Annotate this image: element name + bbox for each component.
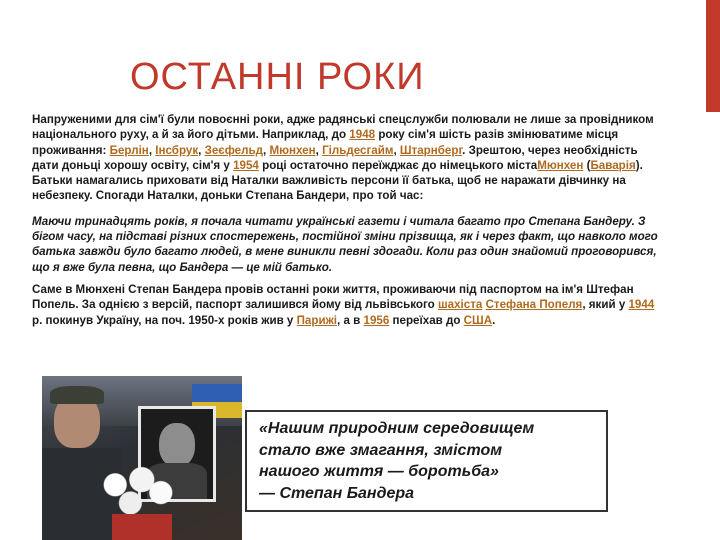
link-paris[interactable]: Парижі	[296, 313, 338, 327]
paragraph-text: Саме в Мюнхені Степан Бандера провів останні роки життя, проживаючи під паспортом на ім'я Штефан Попель. За однією з версій, паспорт залишився йому від львівського	[32, 282, 634, 312]
paragraph-text: році остаточно переїжджає до німецького міста	[258, 158, 538, 172]
quote-line: нашого життя — боротьба»	[259, 463, 499, 480]
separator: ,	[262, 143, 270, 157]
paragraph-text: ). Батьки намагались приховати від Наталки важливість персони її батька, щоб не наражати дівчинку на небезпеку. Спогади Наталки, доньки Степана Бандери, про той час:	[32, 158, 643, 203]
separator: ,	[393, 143, 400, 157]
paragraph-text: переїхав до	[389, 313, 464, 327]
slide-content	[32, 112, 662, 328]
paragraph-postwar-years	[32, 112, 662, 204]
photo-man-cap	[50, 386, 104, 404]
link-year-1954[interactable]: 1954	[233, 158, 259, 172]
photo-white-flowers	[100, 464, 176, 516]
flag-blue-stripe	[192, 384, 242, 402]
paragraph-text: Напруженими для сім'ї були повоєнні роки, адже радянські спецслужби полювали не лише за провідником національного руху, а й за його дітьми. Наприклад, до	[32, 113, 654, 142]
link-bavaria[interactable]: Баварія	[590, 158, 636, 172]
paragraph-text: , який у	[582, 298, 629, 312]
portrait-face	[159, 423, 195, 467]
separator: ,	[315, 143, 323, 157]
link-starnberg[interactable]: Штарнберг	[399, 143, 463, 157]
link-usa[interactable]: США	[463, 313, 493, 327]
separator: ,	[198, 143, 205, 157]
photo-ribbon	[112, 514, 172, 540]
link-chess-player[interactable]: шахіста	[437, 298, 483, 312]
memoir-quote-natalka: Маючи тринадцять років, я почала читати українські газети і читала багато про Степана Бандеру. З бігом часу, на підставі різних спостережень, постійної зміни прізвища, як і через факт, що навколо мого батька завжди було багато людей, в мене виникли певні здогади. Коли раз один знайомий проговорився, що я вже була певна, що Бандера — це мій батько.	[32, 214, 658, 274]
quote-attribution: — Степан Бандера	[259, 484, 415, 502]
link-year-1944[interactable]: 1944	[628, 298, 655, 312]
link-munich[interactable]: Мюнхен	[269, 143, 316, 157]
link-hildesheim[interactable]: Гільдесгайм	[322, 143, 394, 157]
quote-line: «Нашим природним середовищем	[259, 420, 535, 437]
separator: ,	[148, 143, 156, 157]
paragraph-text: року сім'я шість разів змінюватиме місця проживання:	[32, 128, 619, 157]
rally-photo	[42, 376, 242, 540]
link-berlin[interactable]: Берлін	[109, 143, 149, 157]
link-stefan-popel[interactable]: Стефана Попеля	[485, 298, 583, 312]
paragraph-text: (	[583, 158, 591, 172]
link-munich-city[interactable]: Мюнхен	[537, 158, 584, 172]
quote-line: стало вже змагання, змістом	[259, 441, 503, 459]
link-year-1948[interactable]: 1948	[349, 128, 376, 142]
paragraph-text: . Зрештою, через необхідність дати доньці хорошу освіту, сім'я у	[32, 143, 638, 172]
link-innsbruck[interactable]: Інсбрук	[155, 143, 199, 157]
paragraph-munich-last-years	[32, 282, 662, 328]
paragraph-text: р. покинув Україну, на поч. 1950-х років жив у	[32, 313, 297, 327]
link-year-1956[interactable]: 1956	[363, 313, 390, 327]
slide-title: ОСТАННІ РОКИ	[130, 56, 425, 98]
bandera-quote-box	[245, 410, 608, 512]
paragraph-text: .	[492, 313, 496, 327]
paragraph-text: , а в	[337, 313, 364, 327]
accent-bar	[706, 0, 720, 112]
link-seefeld[interactable]: Зеєфельд	[204, 143, 263, 157]
